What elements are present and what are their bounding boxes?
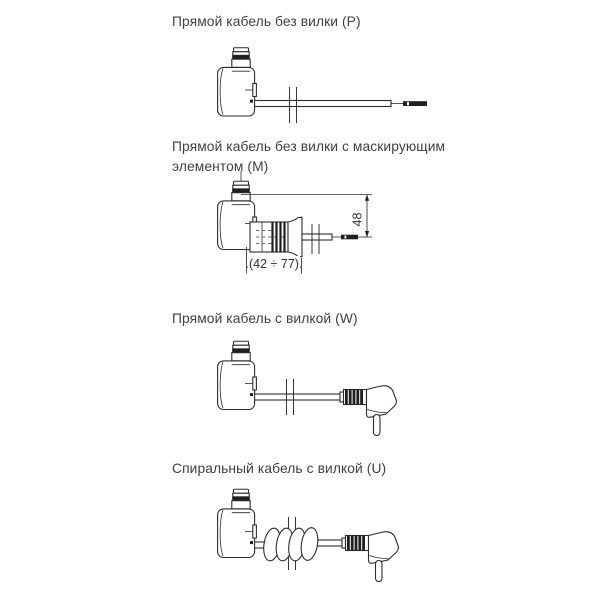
heater-head: [218, 489, 257, 557]
cable: [253, 394, 340, 400]
cable: [253, 101, 391, 107]
heater-head: [218, 48, 257, 116]
title-line: Прямой кабель с вилкой (W): [172, 311, 358, 326]
title-line: Спиральный кабель с вилкой (U): [172, 461, 387, 476]
title-line: Прямой кабель без вилки с маскирующим: [172, 139, 446, 154]
title-line: элементом (M): [172, 159, 269, 174]
drawing-straight-cable-with-plug: [218, 341, 397, 435]
dimension-label-height: 48: [350, 212, 365, 227]
flared-end: [288, 217, 302, 257]
heater-head: [218, 341, 257, 409]
wire-end-notch: [407, 102, 409, 105]
dimension-label-range: (42 ÷ 77): [249, 257, 299, 271]
drawing-straight-cable-no-plug: [218, 48, 427, 123]
stripped-wire-end: [403, 101, 427, 106]
mains-plug: [342, 532, 398, 582]
masking-element: [250, 217, 302, 257]
title-line: Прямой кабель без вилки (P): [172, 14, 361, 29]
drawing-spiral-cable-with-plug: [218, 489, 399, 581]
stripped-wire-end: [341, 235, 358, 240]
cable: [302, 234, 332, 240]
spiral-cable: [262, 526, 320, 562]
mains-plug: [340, 386, 396, 436]
drawing-masking-element: [218, 171, 372, 274]
wire-end-notch: [345, 236, 347, 239]
